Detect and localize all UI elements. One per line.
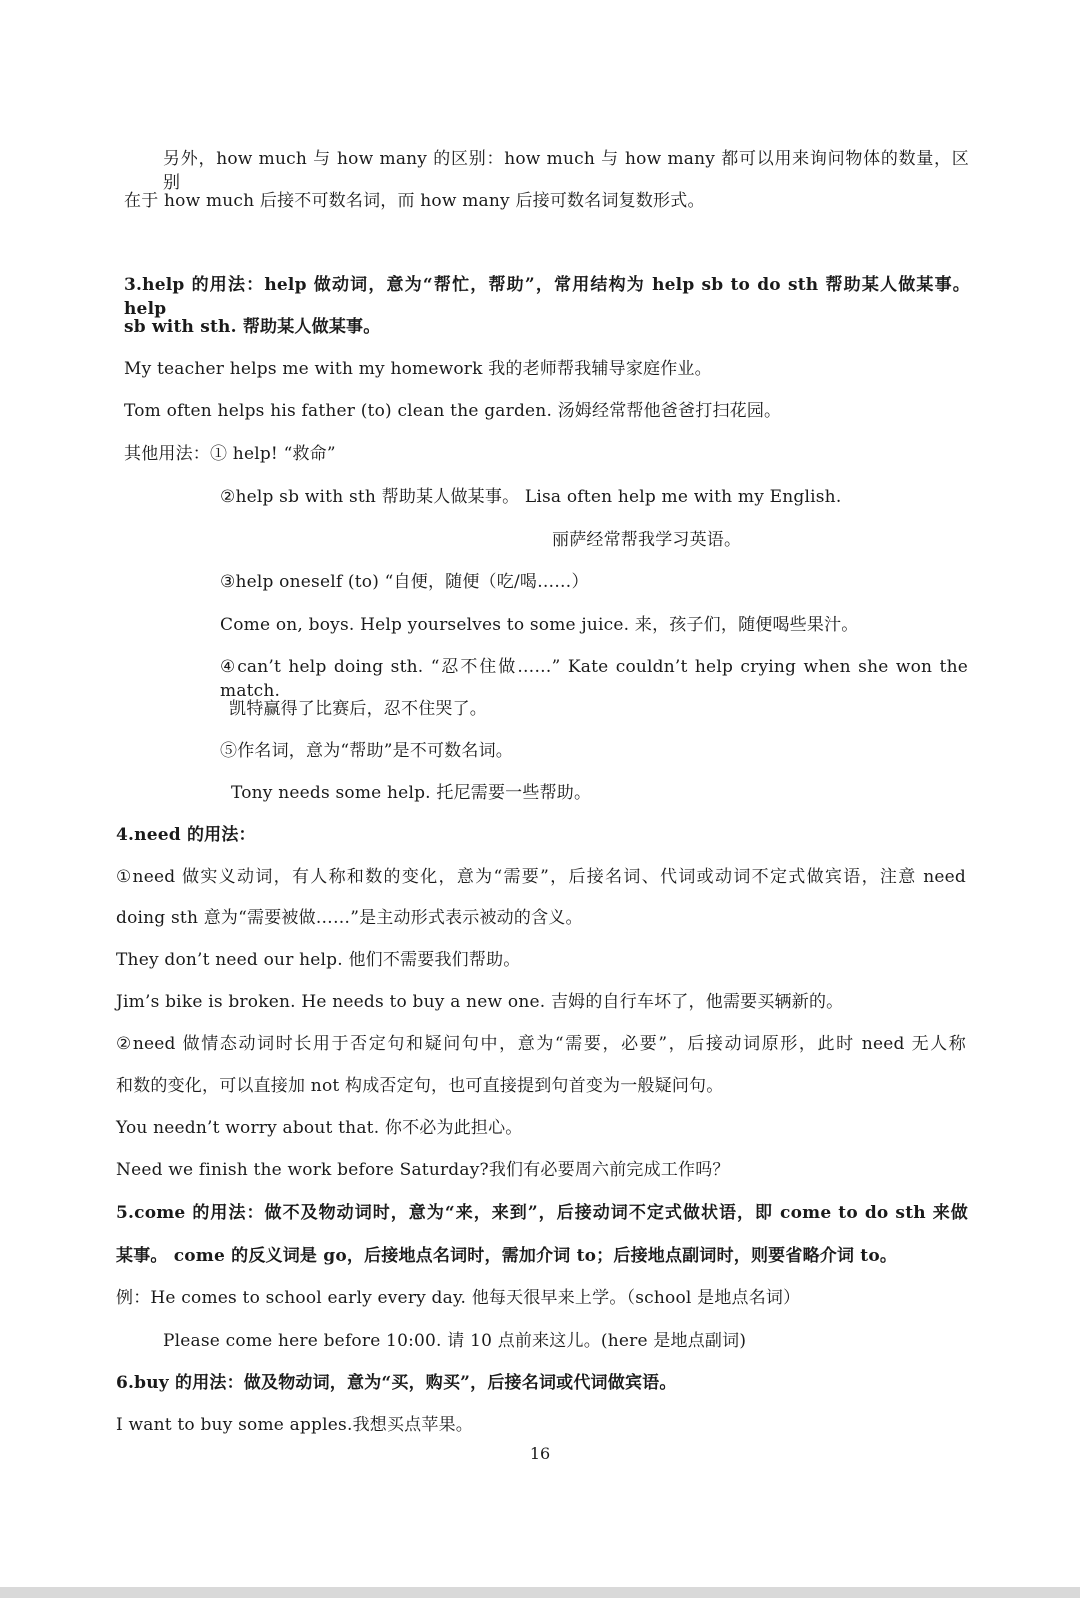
example-line: Come on, boys. Help yourselves to some juice. 来，孩子们，随便喝些果汁。 — [220, 615, 859, 635]
example-line: Jim’s bike is broken. He needs to buy a new one. 吉姆的自行车坏了，他需要买辆新的。 — [116, 992, 844, 1012]
section-heading-come: 5.come 的用法：做不及物动词时，意为“来，来到”，后接动词不定式做状语，即 come to do sth 来做 — [116, 1203, 968, 1223]
example-line: 例：He comes to school early every day. 他每天很早来上学。（school 是地点名词） — [116, 1288, 801, 1308]
example-line: You needn’t worry about that. 你不必为此担心。 — [116, 1118, 523, 1138]
paragraph-line: 其他用法：① help! “救命” — [124, 444, 336, 464]
example-line: Need we finish the work before Saturday?我们有必要周六前完成工作吗？ — [116, 1160, 730, 1180]
example-line: They don’t need our help. 他们不需要我们帮助。 — [116, 950, 521, 970]
example-line: My teacher helps me with my homework 我的老师帮我辅导家庭作业。 — [124, 359, 712, 379]
bottom-edge-bar — [0, 1587, 1080, 1598]
paragraph-line: sb with sth. 帮助某人做某事。 — [124, 317, 381, 337]
translation-line: 凯特赢得了比赛后，忍不住哭了。 — [229, 699, 487, 719]
list-item: ④can’t help doing sth. “忍不住做……” Kate couldn’t help crying when she won the match. — [220, 657, 968, 701]
example-line: I want to buy some apples.我想买点苹果。 — [116, 1415, 473, 1435]
section-heading-help: 3.help 的用法：help 做动词，意为“帮忙，帮助”，常用结构为 help sb to do sth 帮助某人做某事。 help — [124, 275, 970, 319]
section-heading-need: 4.need 的用法： — [116, 825, 256, 845]
section-heading-buy: 6.buy 的用法：做及物动词，意为“买，购买”，后接名词或代词做宾语。 — [116, 1373, 677, 1393]
page-number: 16 — [529, 1444, 551, 1463]
list-item: ⑤作名词，意为“帮助”是不可数名词。 — [220, 741, 513, 761]
list-item: ③help oneself (to) “自便，随便（吃/喝……） — [220, 572, 589, 592]
example-line: Tom often helps his father (to) clean the garden. 汤姆经常帮他爸爸打扫花园。 — [124, 401, 782, 421]
example-line: Please come here before 10:00. 请 10 点前来这儿。(here 是地点副词) — [163, 1331, 747, 1351]
paragraph-line: ②need 做情态动词时长用于否定句和疑问句中，意为“需要，必要”，后接动词原形，此时 need 无人称 — [116, 1034, 966, 1054]
paragraph-line: doing sth 意为“需要被做……”是主动形式表示被动的含义。 — [116, 908, 583, 928]
example-line: Tony needs some help. 托尼需要一些帮助。 — [231, 783, 592, 803]
paragraph-line: 和数的变化，可以直接加 not 构成否定句，也可直接提到句首变为一般疑问句。 — [116, 1076, 724, 1096]
paragraph-line: 另外，how much 与 how many 的区别：how much 与 how many 都可以用来询问物体的数量，区别 — [163, 149, 969, 193]
paragraph-line: 某事。 come 的反义词是 go，后接地点名词时，需加介词 to；后接地点副词时，则要省略介词 to。 — [116, 1246, 898, 1266]
paragraph-line: 在于 how much 后接不可数名词，而 how many 后接可数名词复数形式。 — [124, 191, 705, 211]
translation-line: 丽萨经常帮我学习英语。 — [552, 530, 742, 550]
list-item: ②help sb with sth 帮助某人做某事。 Lisa often help me with my English. — [220, 487, 842, 507]
paragraph-line: ①need 做实义动词，有人称和数的变化，意为“需要”，后接名词、代词或动词不定式做宾语，注意 need — [116, 867, 966, 887]
